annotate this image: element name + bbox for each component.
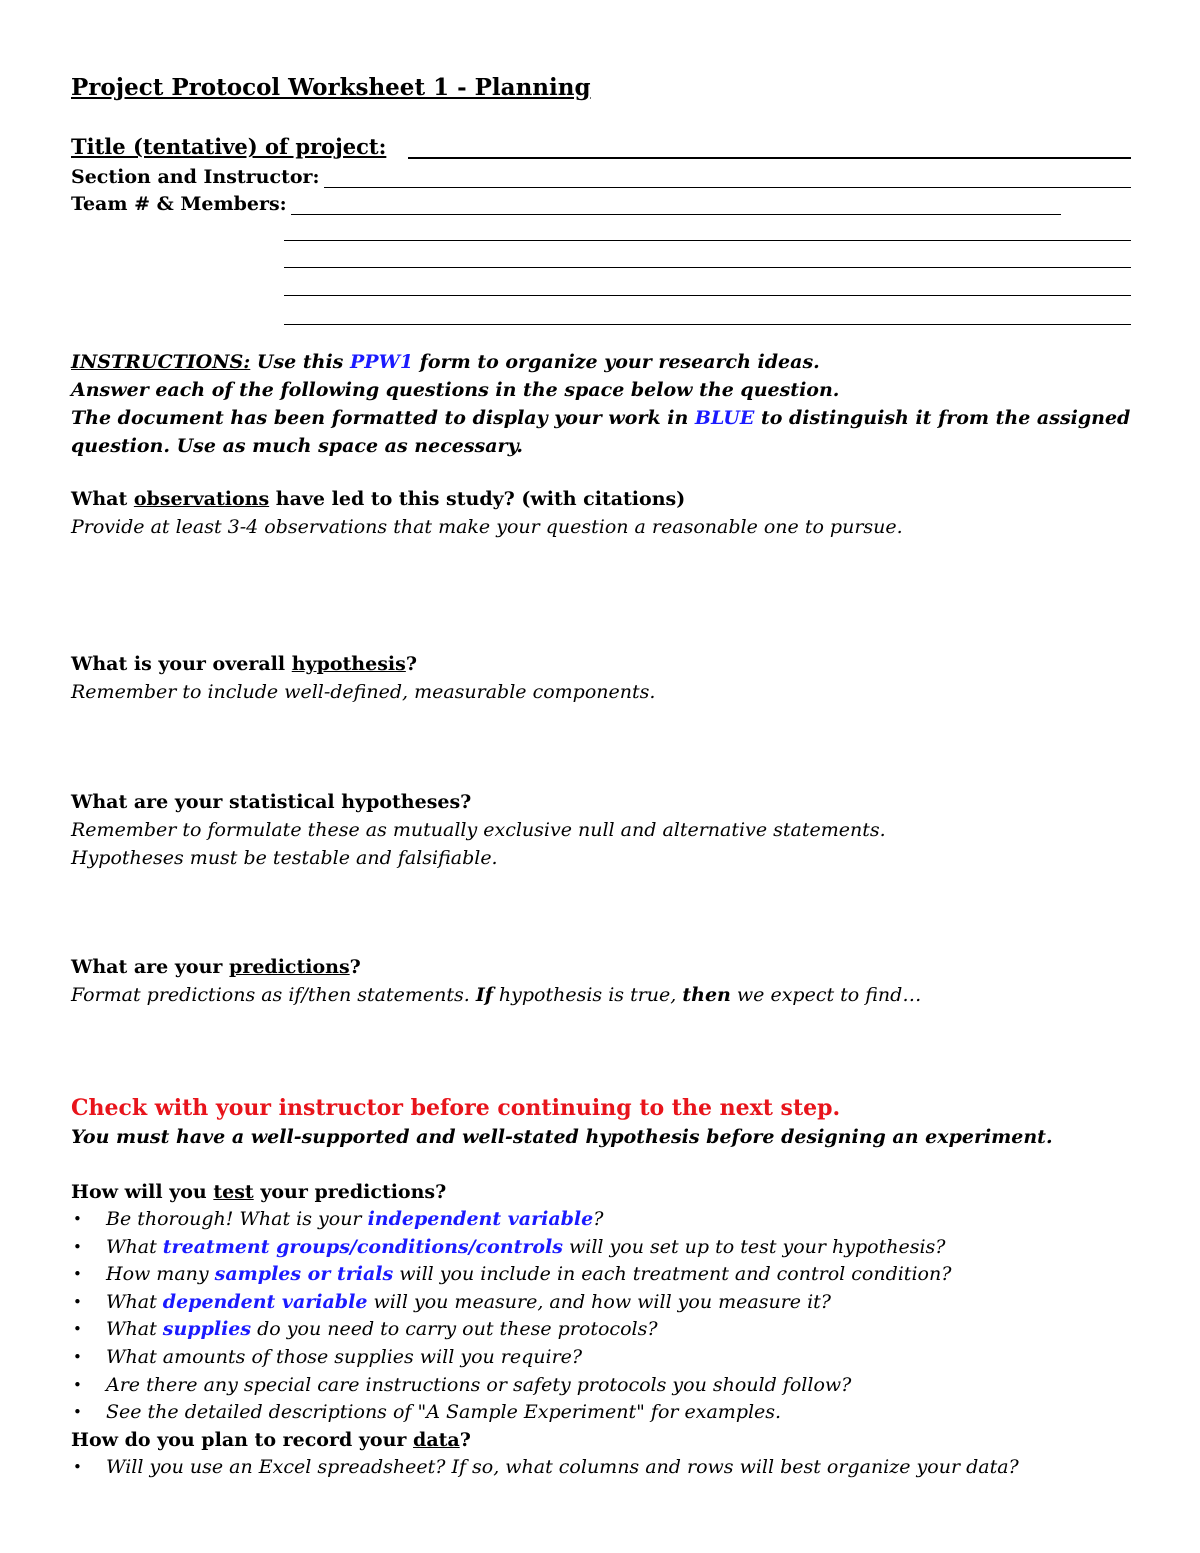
bullet-icon: • bbox=[73, 1347, 82, 1366]
instructions-text: form to organize your research ideas. bbox=[413, 351, 820, 373]
list-item: • What amounts of those supplies will you require? bbox=[71, 1344, 951, 1372]
hint-predictions: Format predictions as if/then statements. If hypothesis is true, then we expect to find… bbox=[71, 984, 922, 1006]
question-observations: What observations have led to this study? (with citations) bbox=[71, 488, 686, 510]
list-item: • What treatment groups/conditions/controls will you set up to test your hypothesis? bbox=[71, 1234, 951, 1262]
bullet-icon: • bbox=[73, 1375, 82, 1394]
section-instructor-label: Section and Instructor: bbox=[71, 166, 320, 188]
bullet-icon: • bbox=[73, 1210, 82, 1228]
team-members-label: Team # & Members: bbox=[71, 193, 287, 215]
hint-hypothesis: Remember to include well-defined, measurable components. bbox=[71, 681, 656, 703]
test-bullet-list bbox=[71, 1206, 951, 1427]
blue-label: BLUE bbox=[694, 407, 755, 429]
question-statistical: What are your statistical hypotheses? bbox=[71, 791, 472, 813]
team-members-line-5[interactable] bbox=[284, 324, 1131, 325]
list-item: • What supplies do you need to carry out these protocols? bbox=[71, 1316, 951, 1344]
list-item: • Be thorough! What is your independent variable? bbox=[71, 1206, 951, 1234]
question-test: How will you test your predictions? bbox=[71, 1181, 447, 1203]
question-data: How do you plan to record your data? bbox=[71, 1429, 471, 1451]
instructions-text: The document has been formatted to display your work in bbox=[71, 407, 695, 429]
instructions-text: Use this bbox=[250, 351, 350, 373]
instructions-text: question. Use as much space as necessary. bbox=[71, 435, 524, 457]
ppw1-label: PPW1 bbox=[350, 351, 414, 373]
list-item: • Will you use an Excel spreadsheet? If so, what columns and rows will best organize your data? bbox=[71, 1454, 1019, 1482]
instructions-label: INSTRUCTIONS: bbox=[71, 351, 251, 373]
list-item: • Are there any special care instructions or safety protocols you should follow? bbox=[71, 1372, 951, 1400]
data-bullet-list bbox=[71, 1454, 1019, 1482]
team-members-line[interactable] bbox=[291, 213, 1061, 215]
hint-observations: Provide at least 3-4 observations that make your question a reasonable one to pursue. bbox=[71, 516, 903, 538]
bullet-icon: • bbox=[73, 1237, 82, 1256]
project-title-label: Title (tentative) of project: bbox=[71, 134, 387, 159]
question-predictions: What are your predictions? bbox=[71, 956, 361, 978]
list-item: • See the detailed descriptions of "A Sample Experiment" for examples. bbox=[71, 1399, 951, 1427]
check-with-instructor-notice: Check with your instructor before continuing to the next step. bbox=[71, 1095, 841, 1121]
section-instructor-field[interactable] bbox=[71, 166, 1131, 188]
bullet-icon: • bbox=[73, 1292, 82, 1311]
must-have-hypothesis-note: You must have a well-supported and well-stated hypothesis before designing an experiment. bbox=[71, 1126, 1053, 1148]
question-hypothesis: What is your overall hypothesis? bbox=[71, 653, 417, 675]
list-item: • How many samples or trials will you include in each treatment and control condition? bbox=[71, 1261, 951, 1289]
instructions-text: Answer each of the following questions in the space below the question. bbox=[71, 379, 840, 401]
project-title-line[interactable] bbox=[408, 156, 1131, 159]
project-title-field[interactable] bbox=[71, 134, 1131, 159]
section-instructor-line[interactable] bbox=[324, 186, 1131, 188]
list-item: • What dependent variable will you measure, and how will you measure it? bbox=[71, 1289, 951, 1317]
bullet-icon: • bbox=[73, 1458, 82, 1476]
team-members-field[interactable] bbox=[71, 193, 1061, 215]
team-members-line-4[interactable] bbox=[284, 295, 1131, 296]
bullet-icon: • bbox=[73, 1265, 82, 1284]
hint-statistical-1: Remember to formulate these as mutually exclusive null and alternative statements. bbox=[71, 819, 886, 841]
instructions-text: to distinguish it from the assigned bbox=[754, 407, 1131, 429]
instructions bbox=[71, 348, 1131, 460]
page-title: Project Protocol Worksheet 1 - Planning bbox=[71, 74, 591, 101]
bullet-icon: • bbox=[73, 1320, 82, 1339]
hint-statistical-2: Hypotheses must be testable and falsifiable. bbox=[71, 847, 498, 869]
team-members-line-2[interactable] bbox=[284, 240, 1131, 241]
bullet-icon: • bbox=[73, 1403, 82, 1422]
team-members-line-3[interactable] bbox=[284, 267, 1131, 268]
